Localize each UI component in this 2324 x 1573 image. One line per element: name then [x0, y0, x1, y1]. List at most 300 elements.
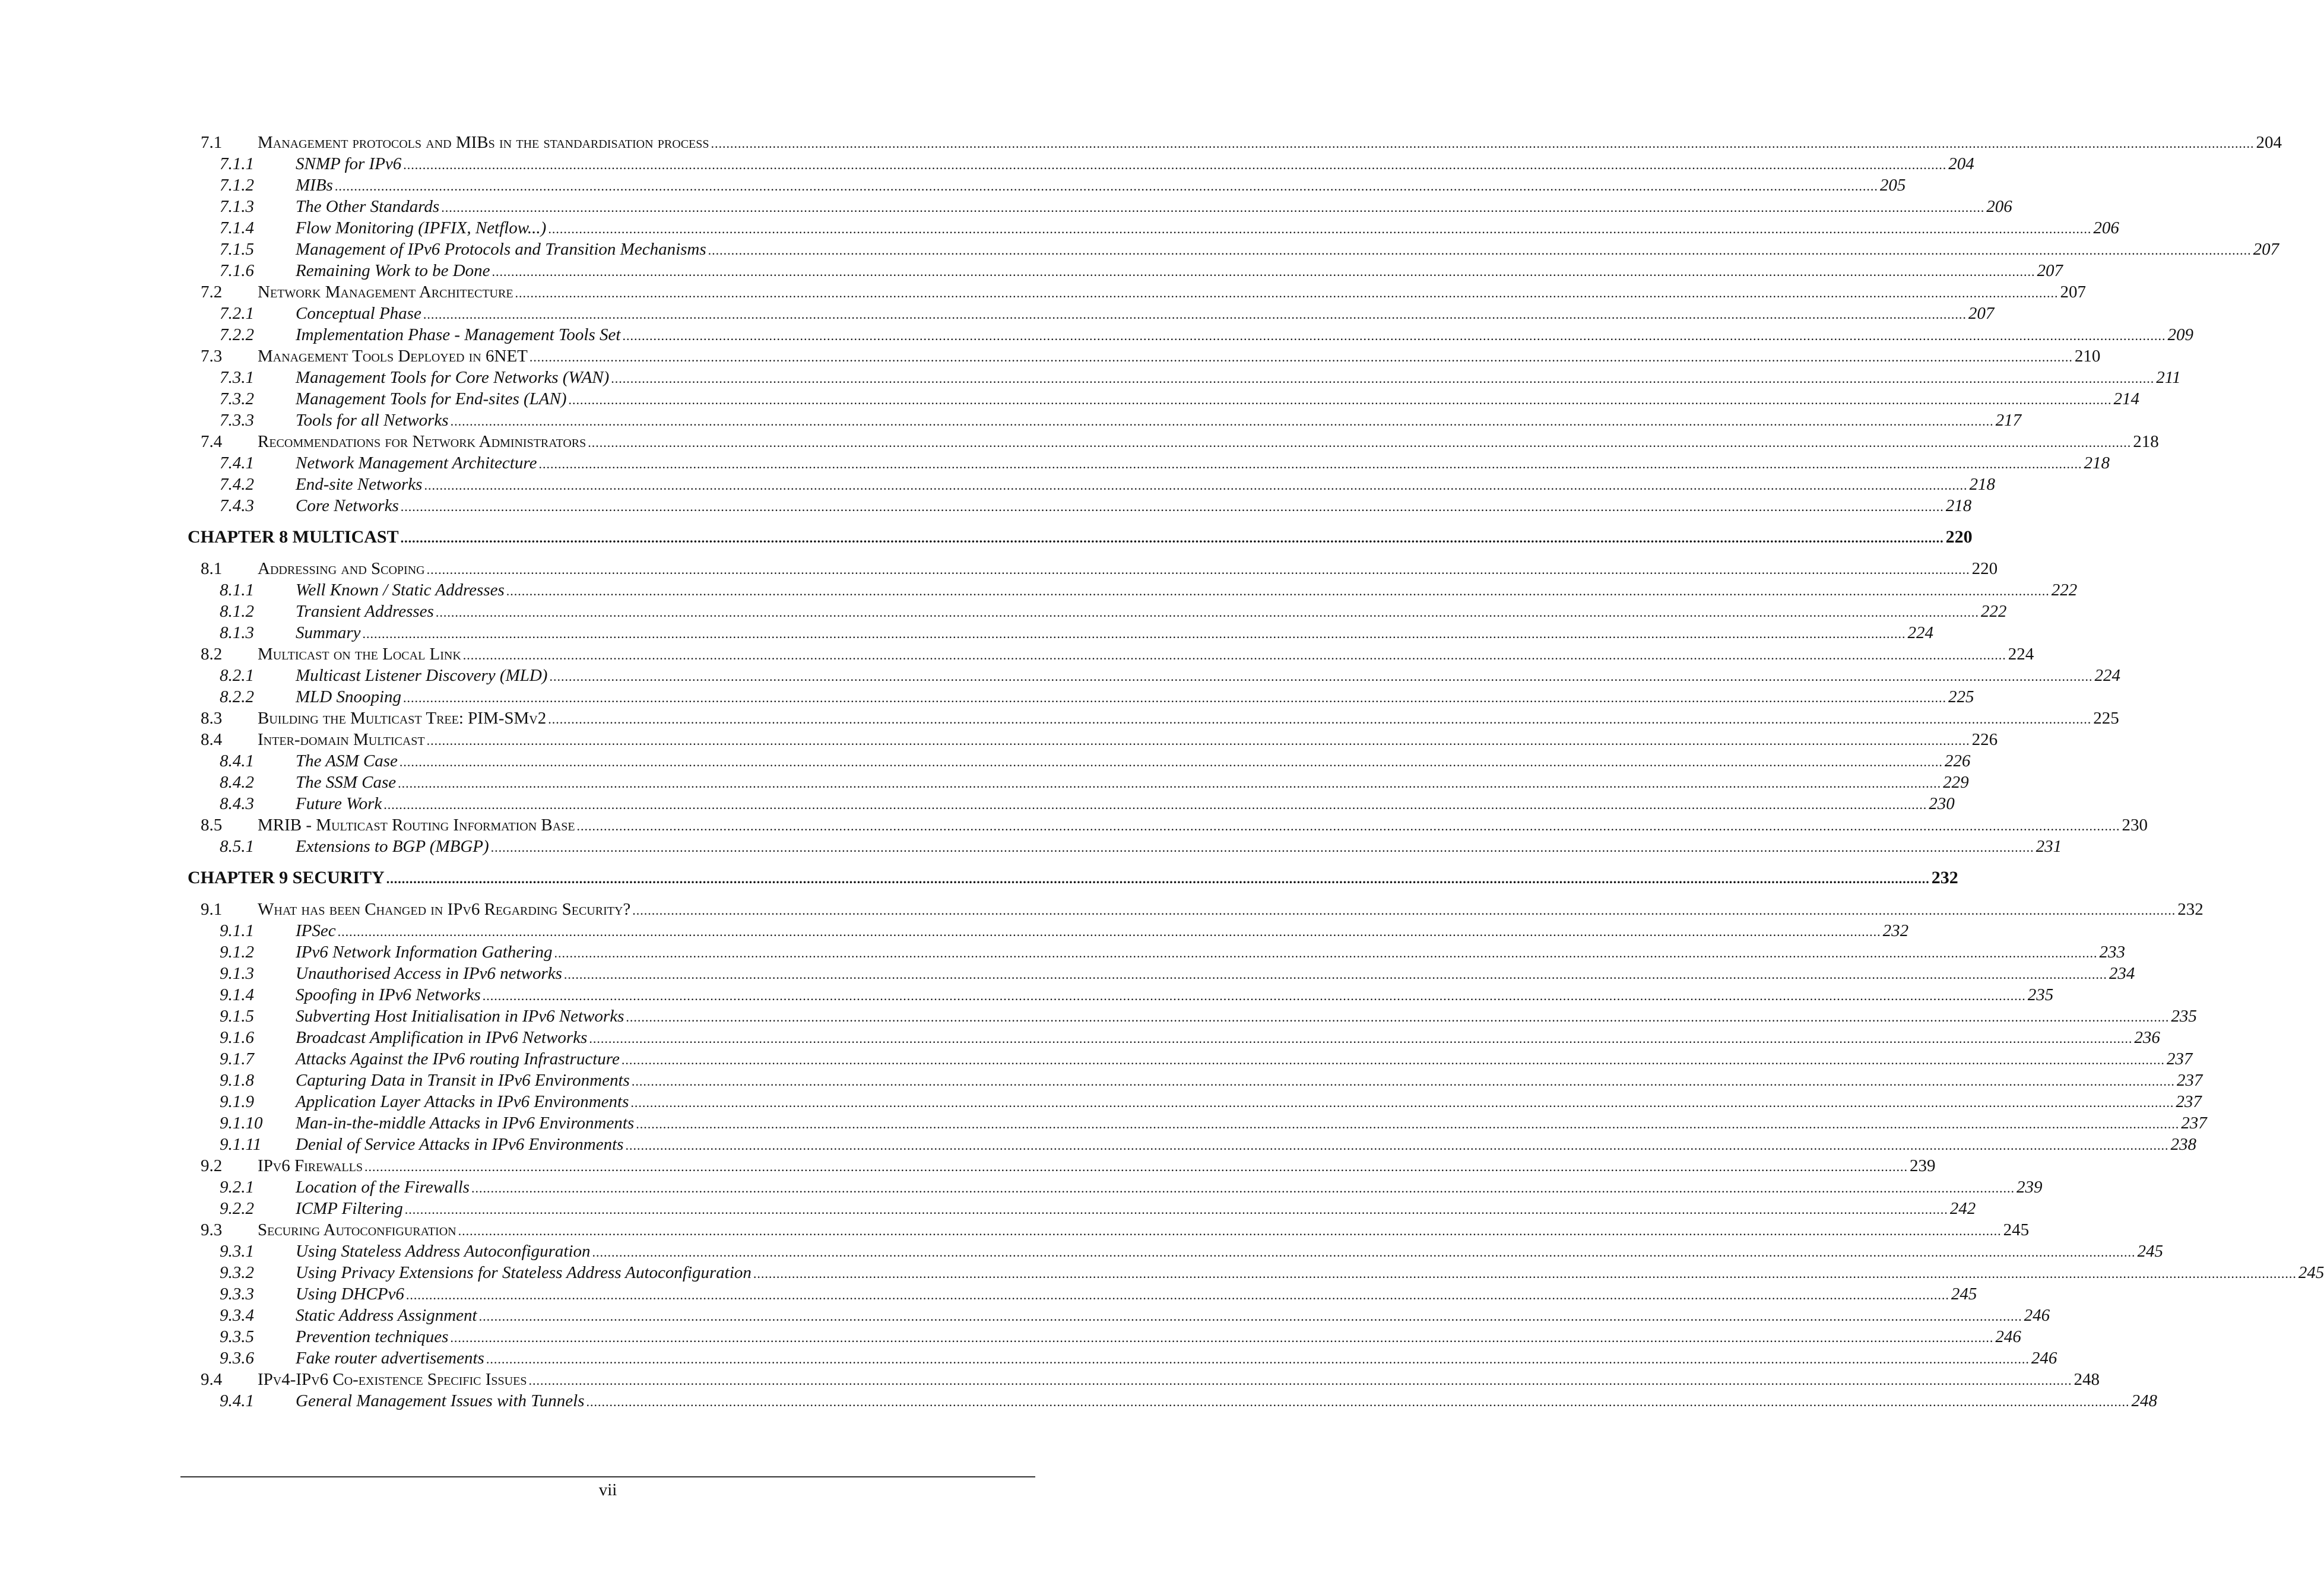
toc-entry-page: 222 [2051, 581, 2078, 600]
toc-entry[interactable] [0, 1347, 2057, 1369]
toc-entry[interactable] [0, 1048, 2193, 1070]
toc-entry[interactable] [0, 920, 1909, 941]
toc-entry-number: 7.3.2 [220, 389, 254, 408]
toc-entry-number: 7.2 [201, 283, 223, 302]
table-of-contents [0, 132, 2324, 1412]
dot-leader: ................................................................................................................................................................................................................................................................................................................................................................................................................ [636, 1117, 2180, 1131]
toc-entry[interactable] [0, 836, 2062, 857]
dot-leader: ................................................................................................................................................................................................................................................................................................................................................................................................................ [631, 1074, 2175, 1089]
toc-entry-line [296, 1391, 2158, 1411]
toc-entry[interactable] [0, 772, 1969, 793]
toc-entry-page: 237 [2176, 1092, 2202, 1111]
toc-entry-page: 218 [1969, 475, 1995, 494]
toc-entry-title: IPv4-IPv6 Co-existence Specific Issues [258, 1370, 527, 1389]
toc-entry[interactable] [0, 1326, 2021, 1347]
toc-entry-page: 204 [2256, 133, 2282, 152]
toc-entry[interactable] [0, 1305, 2050, 1326]
toc-entry[interactable] [0, 1027, 2160, 1048]
toc-entry-title: The Other Standards [296, 197, 440, 216]
toc-entry-page: 237 [2166, 1049, 2193, 1068]
toc-entry-number: 7.4.1 [220, 453, 254, 472]
toc-entry[interactable] [0, 217, 2119, 239]
toc-entry-number: 9.1 [201, 900, 223, 919]
toc-entry-number: 9.1.7 [220, 1049, 254, 1068]
toc-entry-title: Unauthorised Access in IPv6 networks [296, 964, 562, 983]
toc-entry-page: 232 [1882, 921, 1909, 940]
toc-entry-title: IPv6 Network Information Gathering [296, 943, 553, 962]
toc-entry-page: 235 [2027, 985, 2054, 1004]
dot-leader: ................................................................................................................................................................................................................................................................................................................................................................................................................ [586, 1394, 2130, 1409]
toc-entry-number: 9.3.4 [220, 1306, 254, 1325]
dot-leader: ................................................................................................................................................................................................................................................................................................................................................................................................................ [622, 328, 2166, 343]
toc-entry-line [296, 1071, 2203, 1090]
toc-entry-title: Securing Autoconfiguration [258, 1220, 456, 1239]
toc-entry-number: 7.1.2 [220, 176, 254, 195]
toc-entry-title: CHAPTER 9 SECURITY [188, 868, 385, 887]
toc-entry-line [258, 1220, 2030, 1240]
toc-entry[interactable] [0, 1006, 2197, 1027]
dot-leader: ................................................................................................................................................................................................................................................................................................................................................................................................................ [405, 1287, 1949, 1302]
toc-entry-line [296, 1199, 1976, 1219]
toc-entry-page: 236 [2134, 1028, 2160, 1047]
toc-entry-page: 218 [2084, 453, 2110, 472]
toc-entry-line [296, 1242, 2163, 1261]
toc-entry-line [258, 645, 2034, 664]
dot-leader: ................................................................................................................................................................................................................................................................................................................................................................................................................ [426, 733, 1970, 748]
toc-entry-page: 232 [1931, 868, 1958, 887]
toc-entry-line [296, 964, 2135, 984]
toc-entry-number: 8.5 [201, 816, 223, 835]
toc-entry[interactable] [0, 239, 2279, 260]
toc-entry-number: 7.4.2 [220, 475, 254, 494]
toc-entry-title: The SSM Case [296, 773, 397, 792]
dot-leader: ................................................................................................................................................................................................................................................................................................................................................................................................................ [621, 1052, 2165, 1067]
dot-leader: ................................................................................................................................................................................................................................................................................................................................................................................................................ [486, 1352, 2030, 1366]
dot-leader: ................................................................................................................................................................................................................................................................................................................................................................................................................ [548, 221, 2092, 236]
toc-entry-page: 205 [1879, 176, 1906, 195]
toc-entry-title: Remaining Work to be Done [296, 261, 490, 280]
toc-entry-page: 235 [2171, 1007, 2197, 1026]
toc-chapter-entry[interactable] [0, 526, 1973, 548]
toc-chapter-entry[interactable] [0, 867, 1958, 889]
toc-entry-line [258, 559, 1998, 579]
toc-entry-title: Recommendations for Network Administrators [258, 432, 586, 451]
toc-entry-number: 9.3.2 [220, 1263, 254, 1282]
toc-entry[interactable] [0, 260, 2063, 281]
toc-entry-page: 206 [1986, 197, 2012, 216]
toc-entry-line [296, 687, 1974, 707]
toc-entry-number: 7.3.1 [220, 368, 254, 387]
toc-entry-page: 207 [1968, 304, 1995, 323]
toc-entry[interactable] [0, 941, 2126, 963]
toc-entry-title: Addressing and Scoping [258, 559, 425, 578]
toc-entry-title: Inter-domain Multicast [258, 730, 425, 749]
dot-leader: ................................................................................................................................................................................................................................................................................................................................................................................................................ [462, 648, 2006, 662]
toc-entry[interactable] [0, 452, 2110, 474]
toc-entry-line [296, 218, 2119, 238]
toc-entry[interactable] [0, 558, 1998, 579]
toc-entry-number: 8.2.1 [220, 666, 254, 685]
toc-entry-line [296, 304, 1995, 324]
toc-entry[interactable] [0, 1112, 2207, 1134]
dot-leader: ................................................................................................................................................................................................................................................................................................................................................................................................................ [482, 988, 2026, 1003]
toc-entry-line [258, 283, 2087, 302]
toc-entry-title: MRIB - Multicast Routing Information Base [258, 816, 575, 835]
toc-entry-number: 9.3.5 [220, 1327, 254, 1346]
dot-leader: ................................................................................................................................................................................................................................................................................................................................................................................................................ [588, 435, 2132, 450]
toc-entry-title: Management protocols and MIBs in the standardisation process [258, 133, 709, 152]
dot-leader: ................................................................................................................................................................................................................................................................................................................................................................................................................ [563, 967, 2107, 982]
toc-entry[interactable] [0, 814, 2148, 836]
toc-entry-page: 220 [1945, 527, 1973, 547]
toc-entry-number: 9.1.2 [220, 943, 254, 962]
toc-entry[interactable] [0, 622, 1934, 643]
toc-entry[interactable] [0, 431, 2159, 452]
toc-entry-number: 9.3.1 [220, 1242, 254, 1261]
toc-entry-number: 9.4.1 [220, 1391, 254, 1410]
toc-entry-title: Well Known / Static Addresses [296, 581, 505, 600]
toc-entry-page: 234 [2109, 964, 2135, 983]
toc-entry-page: 226 [1944, 751, 1971, 770]
toc-entry-number: 7.1.4 [220, 218, 254, 237]
dot-leader: ................................................................................................................................................................................................................................................................................................................................................................................................................ [490, 840, 2034, 855]
dot-leader: ................................................................................................................................................................................................................................................................................................................................................................................................................ [548, 712, 2092, 727]
toc-entry-title: Management Tools for End-sites (LAN) [296, 389, 567, 408]
toc-entry-page: 206 [2093, 218, 2119, 237]
toc-entry-page: 218 [2133, 432, 2159, 451]
toc-entry-title: Building the Multicast Tree: PIM-SMv2 [258, 709, 547, 728]
dot-leader: ................................................................................................................................................................................................................................................................................................................................................................................................................ [576, 819, 2120, 833]
toc-entry-page: 239 [2016, 1178, 2043, 1197]
toc-entry-title: The ASM Case [296, 751, 398, 770]
toc-entry-page: 218 [1945, 496, 1972, 515]
toc-entry-number: 9.1.1 [220, 921, 254, 940]
toc-entry-line [296, 623, 1934, 643]
toc-entry[interactable] [0, 1176, 2043, 1198]
toc-entry-page: 246 [2031, 1349, 2057, 1368]
toc-entry[interactable] [0, 324, 2193, 345]
toc-entry[interactable] [0, 1219, 2030, 1241]
toc-entry-title: Prevention techniques [296, 1327, 449, 1346]
toc-entry-number: 9.1.4 [220, 985, 254, 1004]
toc-entry-page: 207 [2060, 283, 2087, 302]
toc-entry-line [258, 1370, 2100, 1390]
toc-entry-number: 9.1.8 [220, 1071, 254, 1090]
toc-entry-title: Fake router advertisements [296, 1349, 484, 1368]
toc-entry-line [296, 666, 2120, 686]
dot-leader: ................................................................................................................................................................................................................................................................................................................................................................................................................ [471, 1181, 2015, 1195]
toc-entry-number: 7.1.1 [220, 154, 254, 173]
toc-entry-number: 7.4 [201, 432, 223, 451]
dot-leader: ................................................................................................................................................................................................................................................................................................................................................................................................................ [515, 286, 2059, 300]
toc-entry[interactable] [0, 1369, 2100, 1390]
toc-entry-title: CHAPTER 8 MULTICAST [188, 527, 399, 547]
toc-entry-line [296, 1263, 2324, 1283]
dot-leader: ................................................................................................................................................................................................................................................................................................................................................................................................................ [554, 946, 2098, 960]
toc-entry-line [296, 602, 2007, 621]
toc-entry-title: Subverting Host Initialisation in IPv6 Networks [296, 1007, 624, 1026]
dot-leader: ................................................................................................................................................................................................................................................................................................................................................................................................................ [450, 414, 1994, 429]
toc-entry-page: 233 [2099, 943, 2126, 962]
dot-leader: ................................................................................................................................................................................................................................................................................................................................................................................................................ [528, 1373, 2072, 1388]
toc-entry-page: 245 [2298, 1263, 2324, 1282]
dot-leader: ................................................................................................................................................................................................................................................................................................................................................................................................................ [383, 797, 1927, 812]
dot-leader: ................................................................................................................................................................................................................................................................................................................................................................................................................ [362, 626, 1906, 641]
toc-entry-line [296, 1028, 2160, 1048]
toc-entry[interactable] [0, 579, 2078, 601]
toc-entry-page: 204 [1948, 154, 1974, 173]
toc-entry-page: 242 [1949, 1199, 1976, 1218]
toc-entry-line [296, 1114, 2207, 1133]
toc-entry-page: 210 [2074, 347, 2101, 366]
toc-entry-line [296, 1349, 2057, 1368]
toc-entry-number: 7.2.2 [220, 325, 254, 344]
toc-entry-page: 245 [1951, 1285, 1977, 1304]
toc-entry-title: Tools for all Networks [296, 411, 449, 430]
toc-entry[interactable] [0, 963, 2135, 984]
toc-entry-title: Using DHCPv6 [296, 1285, 404, 1304]
toc-entry[interactable] [0, 793, 1955, 814]
toc-entry-page: 222 [1980, 602, 2007, 621]
toc-entry-line [296, 1049, 2193, 1069]
dot-leader: ................................................................................................................................................................................................................................................................................................................................................................................................................ [625, 1138, 2169, 1153]
toc-entry-title: Core Networks [296, 496, 399, 515]
toc-entry[interactable] [0, 345, 2101, 367]
toc-entry[interactable] [0, 1390, 2158, 1412]
toc-entry[interactable] [0, 132, 2282, 153]
toc-entry-page: 224 [2094, 666, 2120, 685]
toc-entry-title: Implementation Phase - Management Tools Set [296, 325, 621, 344]
toc-entry-title: Summary [296, 623, 361, 642]
toc-entry[interactable] [0, 196, 2012, 217]
toc-entry[interactable] [0, 1155, 1936, 1176]
toc-entry-title: Denial of Service Attacks in IPv6 Environments [296, 1135, 624, 1154]
dot-leader: ................................................................................................................................................................................................................................................................................................................................................................................................................ [632, 903, 2176, 918]
toc-entry[interactable] [0, 601, 2007, 622]
toc-entry-line [258, 347, 2101, 366]
dot-leader: ................................................................................................................................................................................................................................................................................................................................................................................................................ [592, 1245, 2136, 1260]
toc-entry-title: Broadcast Amplification in IPv6 Networks [296, 1028, 588, 1047]
toc-entry-number: 8.1.3 [220, 623, 254, 642]
toc-entry-title: ICMP Filtering [296, 1199, 403, 1218]
toc-entry-page: 224 [2008, 645, 2034, 664]
toc-entry-page: 238 [2170, 1135, 2196, 1154]
toc-entry-line [258, 432, 2159, 452]
toc-entry[interactable] [0, 1091, 2202, 1112]
toc-entry-line [296, 1007, 2197, 1026]
toc-entry-page: 248 [2131, 1391, 2158, 1410]
toc-entry-number: 8.5.1 [220, 837, 254, 856]
dot-leader: ................................................................................................................................................................................................................................................................................................................................................................................................................ [400, 499, 1944, 514]
toc-entry-number: 9.2.2 [220, 1199, 254, 1218]
toc-entry-number: 8.4.2 [220, 773, 254, 792]
toc-entry-number: 9.2 [201, 1156, 223, 1175]
toc-entry-line [296, 325, 2193, 345]
toc-entry[interactable] [0, 984, 2054, 1006]
toc-entry-page: 246 [1995, 1327, 2021, 1346]
toc-entry-line [296, 773, 1969, 792]
toc-entry-title: Using Privacy Extensions for Stateless Address Autoconfiguration [296, 1263, 752, 1282]
toc-entry[interactable] [0, 1198, 1976, 1219]
toc-entry-title: Network Management Architecture [258, 283, 513, 302]
toc-entry[interactable] [0, 1241, 2163, 1262]
toc-entry-number: 7.2.1 [220, 304, 254, 323]
toc-entry-number: 7.1.3 [220, 197, 254, 216]
footer-rule [180, 1476, 1035, 1477]
toc-entry-title: Capturing Data in Transit in IPv6 Environments [296, 1071, 630, 1090]
toc-entry-title: Management Tools for Core Networks (WAN) [296, 368, 610, 387]
dot-leader: ................................................................................................................................................................................................................................................................................................................................................................................................................ [549, 669, 2093, 684]
toc-entry-page: 220 [1971, 559, 1998, 578]
toc-entry[interactable] [0, 686, 1974, 708]
dot-leader: ................................................................................................................................................................................................................................................................................................................................................................................................................ [492, 264, 2036, 279]
toc-entry-title: Management of IPv6 Protocols and Transition Mechanisms [296, 240, 706, 259]
dot-leader: ................................................................................................................................................................................................................................................................................................................................................................................................................ [506, 583, 2050, 598]
toc-entry-page: 231 [2036, 837, 2062, 856]
toc-entry[interactable] [0, 1070, 2203, 1091]
toc-entry-number: 8.2.2 [220, 687, 254, 706]
toc-entry-page: 237 [2181, 1114, 2207, 1133]
toc-entry[interactable] [0, 708, 2119, 729]
toc-entry[interactable] [0, 303, 1995, 324]
toc-entry[interactable] [0, 750, 1971, 772]
toc-entry-page: 211 [2156, 368, 2181, 387]
toc-entry[interactable] [0, 410, 2022, 431]
dot-leader: ................................................................................................................................................................................................................................................................................................................................................................................................................ [538, 456, 2082, 471]
dot-leader: ................................................................................................................................................................................................................................................................................................................................................................................................................ [753, 1266, 2297, 1281]
toc-entry[interactable] [0, 729, 1998, 750]
toc-entry-line [258, 730, 1998, 750]
dot-leader: ................................................................................................................................................................................................................................................................................................................................................................................................................ [424, 478, 1968, 493]
toc-entry-number: 9.1.10 [220, 1114, 263, 1133]
toc-entry-line [296, 581, 2078, 600]
dot-leader: ................................................................................................................................................................................................................................................................................................................................................................................................................ [423, 307, 1967, 322]
toc-entry-page: 232 [2177, 900, 2203, 919]
toc-entry-title: What has been Changed in IPv6 Regarding Security? [258, 900, 631, 919]
toc-entry-line [296, 794, 1955, 814]
dot-leader: ................................................................................................................................................................................................................................................................................................................................................................................................................ [400, 531, 1944, 546]
toc-entry-title: Spoofing in IPv6 Networks [296, 985, 481, 1004]
toc-entry-page: 209 [2167, 325, 2193, 344]
toc-entry-title: MLD Snooping [296, 687, 402, 706]
page-number: vii [598, 1480, 617, 1499]
toc-entry-number: 8.4 [201, 730, 223, 749]
toc-entry-line [296, 240, 2279, 259]
toc-entry-line [296, 1327, 2021, 1347]
toc-entry[interactable] [0, 281, 2087, 303]
dot-leader: ................................................................................................................................................................................................................................................................................................................................................................................................................ [435, 605, 1979, 620]
toc-entry-number: 9.4 [201, 1370, 223, 1389]
toc-entry-line [296, 751, 1971, 771]
toc-entry-page: 226 [1971, 730, 1998, 749]
toc-entry-line [258, 900, 2203, 919]
dot-leader: ................................................................................................................................................................................................................................................................................................................................................................................................................ [404, 1202, 1948, 1217]
toc-entry[interactable] [0, 1283, 1977, 1305]
toc-entry-number: 8.1.1 [220, 581, 254, 600]
toc-entry-line [296, 154, 1974, 174]
dot-leader: ................................................................................................................................................................................................................................................................................................................................................................................................................ [398, 776, 1942, 791]
toc-entry-number: 9.1.6 [220, 1028, 254, 1047]
toc-entry-title: General Management Issues with Tunnels [296, 1391, 585, 1410]
toc-entry-page: 230 [2122, 816, 2148, 835]
toc-entry-line [296, 411, 2022, 430]
toc-entry-title: Using Stateless Address Autoconfiguration [296, 1242, 591, 1261]
toc-entry-page: 214 [2113, 389, 2139, 408]
toc-entry-line [188, 527, 1973, 547]
toc-entry-title: MIBs [296, 176, 333, 195]
toc-entry-title: Extensions to BGP (MBGP) [296, 837, 489, 856]
toc-entry[interactable] [0, 665, 2120, 686]
toc-entry-line [296, 176, 1906, 195]
toc-entry-number: 9.1.11 [220, 1135, 262, 1154]
toc-entry-title: End-site Networks [296, 475, 423, 494]
toc-entry-page: 245 [2003, 1220, 2030, 1239]
toc-entry-line [296, 261, 2063, 281]
toc-entry[interactable] [0, 899, 2203, 920]
toc-entry[interactable] [0, 474, 1995, 495]
toc-entry-page: 217 [1995, 411, 2022, 430]
toc-entry-line [296, 1092, 2202, 1112]
toc-entry-number: 9.1.5 [220, 1007, 254, 1026]
toc-entry-line [296, 475, 1995, 494]
toc-entry-title: Static Address Assignment [296, 1306, 477, 1325]
toc-entry[interactable] [0, 367, 2181, 388]
dot-leader: ................................................................................................................................................................................................................................................................................................................................................................................................................ [568, 392, 2112, 407]
dot-leader: ................................................................................................................................................................................................................................................................................................................................................................................................................ [337, 924, 1881, 939]
toc-entry-title: IPSec [296, 921, 336, 940]
toc-entry[interactable] [0, 175, 1906, 196]
toc-entry[interactable] [0, 1134, 2196, 1155]
dot-leader: ................................................................................................................................................................................................................................................................................................................................................................................................................ [386, 871, 1930, 886]
toc-entry-line [258, 133, 2282, 153]
toc-entry-page: 225 [1948, 687, 1974, 706]
toc-entry[interactable] [0, 1262, 2324, 1283]
toc-entry-line [296, 1306, 2050, 1325]
toc-entry[interactable] [0, 388, 2139, 410]
toc-entry[interactable] [0, 495, 1972, 516]
dot-leader: ................................................................................................................................................................................................................................................................................................................................................................................................................ [529, 350, 2073, 364]
toc-entry-title: Location of the Firewalls [296, 1178, 470, 1197]
toc-entry-line [296, 453, 2110, 473]
toc-entry-line [296, 837, 2062, 857]
toc-entry-line [258, 709, 2119, 728]
toc-entry[interactable] [0, 153, 1974, 175]
toc-entry-line [296, 1178, 2043, 1197]
toc-entry-number: 7.4.3 [220, 496, 254, 515]
toc-entry-title: IPv6 Firewalls [258, 1156, 363, 1175]
dot-leader: ................................................................................................................................................................................................................................................................................................................................................................................................................ [630, 1095, 2174, 1110]
dot-leader: ................................................................................................................................................................................................................................................................................................................................................................................................................ [399, 754, 1943, 769]
dot-leader: ................................................................................................................................................................................................................................................................................................................................................................................................................ [626, 1010, 2170, 1025]
toc-entry-number: 8.1 [201, 559, 223, 578]
toc-entry[interactable] [0, 643, 2034, 665]
toc-entry-page: 237 [2176, 1071, 2203, 1090]
toc-entry-title: Flow Monitoring (IPFIX, Netflow...) [296, 218, 547, 237]
dot-leader: ................................................................................................................................................................................................................................................................................................................................................................................................................ [711, 136, 2255, 151]
toc-entry-line [296, 1285, 1977, 1304]
dot-leader: ................................................................................................................................................................................................................................................................................................................................................................................................................ [611, 371, 2155, 386]
toc-entry-title: Multicast on the Local Link [258, 645, 461, 664]
toc-entry-line [296, 943, 2126, 962]
dot-leader: ................................................................................................................................................................................................................................................................................................................................................................................................................ [403, 690, 1947, 705]
dot-leader: ................................................................................................................................................................................................................................................................................................................................................................................................................ [441, 200, 1985, 215]
toc-entry-line [258, 1156, 1936, 1176]
dot-leader: ................................................................................................................................................................................................................................................................................................................................................................................................................ [450, 1330, 1994, 1345]
dot-leader: ................................................................................................................................................................................................................................................................................................................................................................................................................ [589, 1031, 2133, 1046]
toc-entry-number: 8.4.1 [220, 751, 254, 770]
toc-entry-title: Network Management Architecture [296, 453, 537, 472]
toc-entry-number: 7.1 [201, 133, 223, 152]
